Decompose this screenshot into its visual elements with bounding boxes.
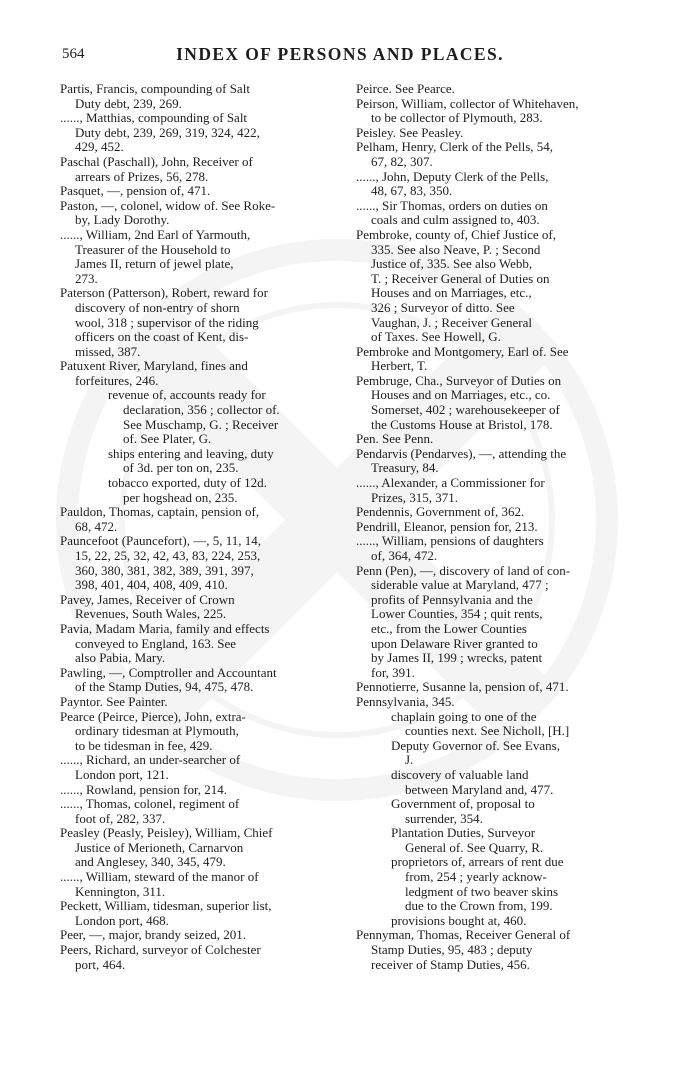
index-subentry-line: discovery of valuable land — [391, 766, 529, 782]
index-subentry-line: J. — [405, 752, 414, 768]
index-subentry-line: per hogshead on, 235. — [123, 489, 238, 505]
index-entry-line: forfeitures, 246. — [75, 372, 159, 388]
index-entry-line: ......, William, pensions of daughters — [356, 533, 544, 549]
index-entry-line: wool, 318 ; supervisor of the riding — [75, 314, 259, 330]
index-entry-line: Pembroke and Montgomery, Earl of. See — [356, 343, 569, 359]
index-entry-line: Somerset, 402 ; warehousekeeper of — [371, 402, 560, 418]
index-entry-line: Pendennis, Government of, 362. — [356, 504, 525, 520]
index-entry-line: Pendrill, Eleanor, pension for, 213. — [356, 518, 538, 534]
index-subentry-line: tobacco exported, duty of 12d. — [108, 475, 267, 491]
index-entry-line: ......, Sir Thomas, orders on duties on — [356, 197, 548, 213]
index-subentry-line: Deputy Governor of. See Evans, — [391, 737, 560, 753]
index-entry-line: Peirce. See Pearce. — [356, 81, 455, 96]
index-subentry-line: declaration, 356 ; collector of. — [123, 402, 280, 418]
index-entry-line: ......, William, steward of the manor of — [60, 869, 259, 885]
index-entry-line: ......, Thomas, colonel, regiment of — [60, 796, 240, 812]
index-entry-line: Patuxent River, Maryland, fines and — [60, 358, 248, 374]
index-entry-line: Pauncefoot (Pauncefort), —, 5, 11, 14, — [60, 533, 261, 549]
index-entry-line: Duty debt, 239, 269. — [75, 95, 182, 111]
index-entry — [356, 447, 637, 476]
index-entry-line: Treasury, 84. — [371, 460, 439, 476]
index-entry — [356, 345, 637, 374]
index-entry-line: 68, 472. — [75, 518, 118, 534]
left-column — [60, 82, 328, 972]
index-entry — [60, 826, 328, 870]
index-entry-line: Peisley. See Peasley. — [356, 124, 464, 140]
index-entry-line: etc., from the Lower Counties — [371, 620, 527, 636]
index-entry — [60, 666, 328, 695]
index-subentry-line: provisions bought at, 460. — [391, 912, 527, 928]
index-entry — [60, 534, 328, 592]
index-subentry-line: between Maryland and, 477. — [405, 781, 554, 797]
index-entry-line: Peer, —, major, brandy seized, 201. — [60, 927, 246, 943]
index-entry — [60, 199, 328, 228]
index-entry-line: officers on the coast of Kent, dis- — [75, 329, 249, 345]
index-entry-line: Penn (Pen), —, discovery of land of con- — [356, 562, 571, 578]
index-entry-line: Pennyman, Thomas, Receiver General of — [356, 927, 571, 943]
index-entry-line: ......, Rowland, pension for, 214. — [60, 781, 228, 797]
index-entry-line: T. ; Receiver General of Duties on — [371, 270, 550, 286]
index-entry — [60, 155, 328, 184]
index-entry-line: ......, Richard, an under-searcher of — [60, 752, 241, 768]
index-entry — [356, 374, 637, 432]
index-entry-line: Lower Counties, 354 ; quit rents, — [371, 606, 543, 622]
index-entry-line: 398, 401, 404, 408, 409, 410. — [75, 577, 228, 593]
index-entry-line: Peers, Richard, surveyor of Colchester — [60, 942, 261, 958]
index-entry-line: Revenues, South Wales, 225. — [75, 606, 227, 622]
index-entry-line: Justice of, 335. See also Webb, — [371, 256, 533, 272]
index-entry — [60, 286, 328, 359]
index-entry-line: Pearce (Peirce, Pierce), John, extra- — [60, 708, 246, 724]
index-entry-line: missed, 387. — [75, 343, 141, 359]
index-entry-line: Pasquet, —, pension of, 471. — [60, 183, 211, 199]
index-entry-line: Herbert, T. — [371, 358, 428, 374]
index-entry — [60, 695, 328, 710]
index-entry-line: ......, Alexander, a Commissioner for — [356, 475, 545, 491]
index-entry-line: Justice of Merioneth, Carnarvon — [75, 839, 244, 855]
index-entry-line: 326 ; Surveyor of ditto. See — [371, 299, 515, 315]
index-subentry-line: Government of, proposal to — [391, 796, 535, 812]
index-subentry-line: counties next. See Nicholl, [H.] — [405, 723, 570, 739]
index-entry-line: Paterson (Patterson), Robert, reward for — [60, 285, 268, 301]
index-entry — [60, 359, 328, 505]
index-entry — [60, 111, 328, 155]
index-entry-line: 360, 380, 381, 382, 389, 391, 397, — [75, 562, 254, 578]
index-entry — [60, 228, 328, 286]
index-subentry-line: of 3d. per ton on, 235. — [123, 460, 239, 476]
index-entry-line: of the Stamp Duties, 94, 475, 478. — [75, 679, 254, 695]
index-entry-line: discovery of non-entry of shorn — [75, 299, 240, 315]
index-entry — [356, 432, 637, 447]
index-entry-line: Duty debt, 239, 269, 319, 324, 422, — [75, 124, 260, 140]
index-entry — [60, 899, 328, 928]
index-subentry-line: proprietors of, arrears of rent due — [391, 854, 564, 870]
index-entry-line: ......, William, 2nd Earl of Yarmouth, — [60, 226, 251, 242]
index-entry — [356, 680, 637, 695]
index-entry-line: Paston, —, colonel, widow of. See Roke- — [60, 197, 276, 213]
index-entry-line: 48, 67, 83, 350. — [371, 183, 453, 199]
index-entry-line: 429, 452. — [75, 139, 124, 155]
index-entry — [356, 82, 637, 97]
index-entry — [60, 710, 328, 754]
index-entry-line: Pawling, —, Comptroller and Accountant — [60, 664, 277, 680]
right-column — [356, 82, 637, 972]
index-entry-line: ......, John, Deputy Clerk of the Pells, — [356, 168, 549, 184]
index-entry-line: Pavia, Madam Maria, family and effects — [60, 620, 270, 636]
index-entry-line: London port, 121. — [75, 766, 169, 782]
index-entry-line: Pembruge, Cha., Surveyor of Duties on — [356, 372, 562, 388]
index-entry-line: Pennotierre, Susanne la, pension of, 471. — [356, 679, 569, 695]
index-entry-line: Pembroke, county of, Chief Justice of, — [356, 226, 557, 242]
index-subentry-line: ships entering and leaving, duty — [108, 445, 274, 461]
index-entry-line: Peasley (Peasly, Peisley), William, Chief — [60, 825, 273, 841]
index-entry-line: ......, Matthias, compounding of Salt — [60, 110, 248, 126]
index-entry-line: Peirson, William, collector of Whitehaven, — [356, 95, 579, 111]
index-entry-line: 15, 22, 25, 32, 42, 43, 83, 224, 253, — [75, 548, 261, 563]
index-subentry-line: Plantation Duties, Surveyor — [391, 825, 536, 841]
index-entry-line: coals and culm assigned to, 403. — [371, 212, 540, 228]
index-entry — [60, 622, 328, 666]
index-subentry-line: due to the Crown from, 199. — [405, 898, 553, 914]
index-subentry-line: surrender, 354. — [405, 810, 483, 826]
index-entry — [356, 505, 637, 520]
index-entry — [356, 564, 637, 681]
index-entry-line: Houses and on Marriages, etc., co. — [371, 387, 551, 403]
index-entry — [356, 534, 637, 563]
index-entry — [356, 97, 637, 126]
index-entry-line: Peckett, William, tidesman, superior list, — [60, 898, 272, 914]
index-entry-line: London port, 468. — [75, 912, 169, 928]
index-entry — [356, 170, 637, 199]
index-subentry-line: of. See Plater, G. — [123, 431, 212, 447]
index-entry-line: Pelham, Henry, Clerk of the Pells, 54, — [356, 139, 554, 155]
index-entry-line: profits of Pennsylvania and the — [371, 591, 533, 607]
index-entry-line: Kennington, 311. — [75, 883, 166, 899]
index-entry — [60, 783, 328, 798]
index-entry-line: Pavey, James, Receiver of Crown — [60, 591, 235, 607]
index-entry — [60, 870, 328, 899]
index-entry-line: Pennsylvania, 345. — [356, 693, 455, 709]
index-entry-line: Stamp Duties, 95, 483 ; deputy — [371, 942, 533, 958]
index-entry — [60, 184, 328, 199]
index-subentry-line: General of. See Quarry, R. — [405, 839, 544, 855]
index-entry-line: Houses and on Marriages, etc., — [371, 285, 532, 301]
index-entry-line: Pen. See Penn. — [356, 431, 434, 447]
index-subentry-line: chaplain going to one of the — [391, 708, 537, 724]
index-entry — [60, 753, 328, 782]
index-entry — [356, 520, 637, 535]
index-entry-line: and Anglesey, 340, 345, 479. — [75, 854, 226, 870]
index-entry — [356, 228, 637, 345]
index-entry — [356, 140, 637, 169]
index-entry-line: by, Lady Dorothy. — [75, 212, 170, 228]
index-entry — [60, 943, 328, 972]
index-entry-line: also Pabia, Mary. — [75, 650, 166, 666]
index-entry — [60, 82, 328, 111]
index-entry — [60, 797, 328, 826]
index-entry-line: arrears of Prizes, 56, 278. — [75, 168, 209, 184]
index-entry — [356, 199, 637, 228]
index-entry-line: of Taxes. See Howell, G. — [371, 329, 501, 345]
index-entry-line: 67, 82, 307. — [371, 153, 433, 169]
index-entry — [356, 476, 637, 505]
index-entry — [356, 126, 637, 141]
index-entry-line: upon Delaware River granted to — [371, 635, 538, 651]
index-entry-line: Paschal (Paschall), John, Receiver of — [60, 153, 253, 169]
index-entry-line: Prizes, 315, 371. — [371, 489, 459, 505]
index-entry — [60, 593, 328, 622]
index-subentry-line: from, 254 ; yearly acknow- — [405, 869, 547, 885]
index-entry-line: siderable value at Maryland, 477 ; — [371, 577, 549, 593]
index-entry-line: ordinary tidesman at Plymouth, — [75, 723, 239, 739]
index-entry-line: of, 364, 472. — [371, 548, 438, 563]
index-entry-line: Vaughan, J. ; Receiver General — [371, 314, 532, 330]
index-entry-line: receiver of Stamp Duties, 456. — [371, 956, 530, 972]
index-entry — [356, 928, 637, 972]
index-entry — [60, 928, 328, 943]
index-entry-line: Partis, Francis, compounding of Salt — [60, 81, 250, 96]
page-number: 564 — [62, 46, 85, 62]
index-entry-line: Payntor. See Painter. — [60, 693, 168, 709]
index-entry-line: to be tidesman in fee, 429. — [75, 737, 213, 753]
index-entry-line: by James II, 199 ; wrecks, patent — [371, 650, 543, 666]
index-entry-line: to be collector of Plymouth, 283. — [371, 110, 543, 126]
index-subentry-line: ledgment of two beaver skins — [405, 883, 559, 899]
index-entry-line: James II, return of jewel plate, — [75, 256, 234, 272]
index-subentry-line: revenue of, accounts ready for — [108, 387, 266, 403]
index-entry-line: 273. — [75, 270, 98, 286]
index-entry-line: Pauldon, Thomas, captain, pension of, — [60, 504, 260, 520]
page-title: INDEX OF PERSONS AND PLACES. — [176, 44, 504, 64]
index-entry-line: foot of, 282, 337. — [75, 810, 166, 826]
page-header — [62, 44, 618, 70]
index-entry-line: for, 391. — [371, 664, 415, 680]
index-subentry-line: See Muschamp, G. ; Receiver — [123, 416, 279, 432]
index-entry-line: 335. See also Neave, P. ; Second — [371, 241, 541, 257]
index-entry-line: conveyed to England, 163. See — [75, 635, 237, 651]
index-entry-line: Pendarvis (Pendarves), —, attending the — [356, 445, 567, 461]
index-entry — [356, 695, 637, 929]
index-entry-line: the Customs House at Bristol, 178. — [371, 416, 553, 432]
index-entry — [60, 505, 328, 534]
index-entry-line: port, 464. — [75, 956, 126, 972]
index-entry-line: Treasurer of the Household to — [75, 241, 231, 257]
